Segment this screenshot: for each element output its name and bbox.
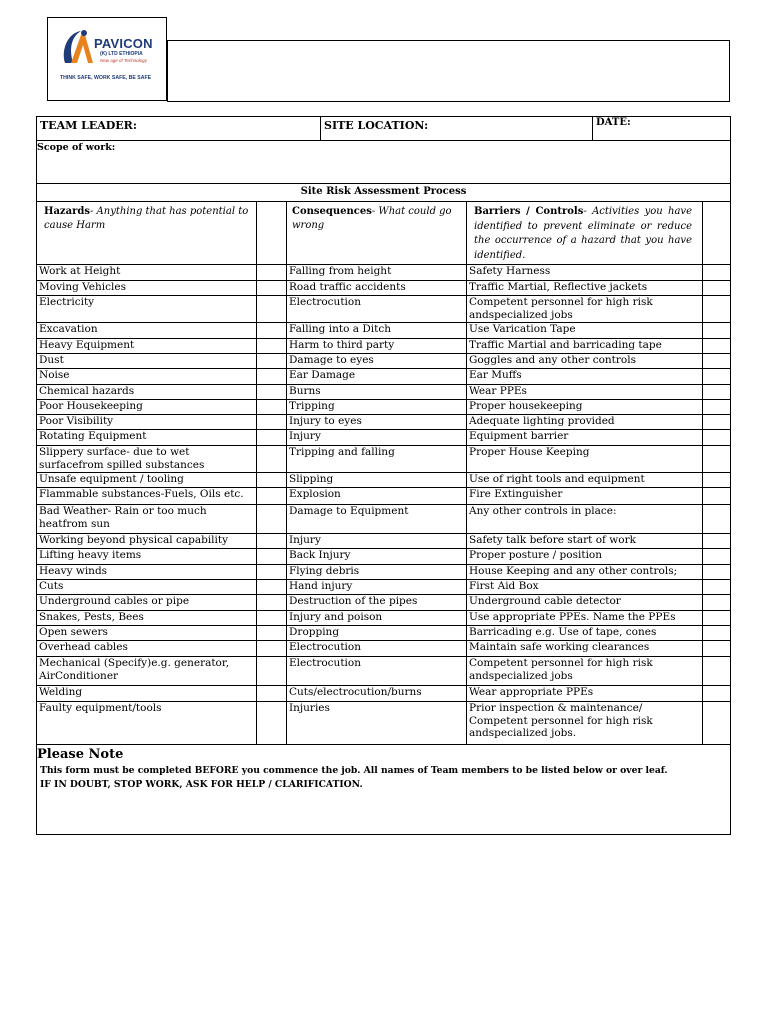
consequence-cell: Electrocution <box>289 641 361 653</box>
consequence-cell: Falling from height <box>289 265 392 277</box>
consequence-cell: Dropping <box>289 626 340 638</box>
divider <box>36 140 731 141</box>
control-cell: Any other controls in place: <box>469 505 617 517</box>
divider <box>36 183 731 184</box>
consequence-cell: Road traffic accidents <box>289 281 406 293</box>
control-cell: Equipment barrier <box>469 430 569 442</box>
consequence-cell: Electrocution <box>289 657 361 669</box>
hazard-cell: Rotating Equipment <box>39 430 147 442</box>
hazard-cell: Poor Visibility <box>39 415 114 427</box>
control-cell: Prior inspection & maintenance/ Competent personnel for high risk andspecialized jobs. <box>469 702 653 739</box>
please-note-text: This form must be completed BEFORE you commence the job. All names of Team members to be listed below or over leaf. <box>40 765 668 776</box>
hazard-cell: Cuts <box>39 580 64 592</box>
consequence-cell: Cuts/electrocution/burns <box>289 686 422 698</box>
control-cell: Barricading e.g. Use of tape, cones <box>469 626 657 638</box>
hazard-cell: Bad Weather- Rain or too much heatfrom sun <box>39 505 207 530</box>
divider <box>592 116 593 140</box>
control-cell: Competent personnel for high risk andspecialized jobs <box>469 296 653 321</box>
consequence-cell: Injury <box>289 430 321 442</box>
hazards-column-header <box>44 205 250 233</box>
hazard-cell: Mechanical (Specify)e.g. generator, AirConditioner <box>39 657 230 682</box>
consequence-cell: Explosion <box>289 488 341 500</box>
consequence-cell: Slipping <box>289 473 334 485</box>
consequence-cell: Tripping and falling <box>289 446 395 458</box>
hazard-cell: Work at Height <box>39 265 121 277</box>
hazard-cell: Noise <box>39 369 70 381</box>
team-leader-label: TEAM LEADER: <box>40 119 137 132</box>
control-cell: Goggles and any other controls <box>469 354 636 366</box>
control-cell: Traffic Martial, Reflective jackets <box>469 281 648 293</box>
hazard-cell: Dust <box>39 354 64 366</box>
consequence-cell: Damage to Equipment <box>289 505 409 517</box>
consequences-header-desc: - What could go wrong <box>292 206 452 231</box>
control-cell: First Aid Box <box>469 580 539 592</box>
barriers-column-header <box>474 205 692 263</box>
control-cell: Proper posture / position <box>469 549 603 561</box>
control-cell: Safety Harness <box>469 265 551 277</box>
control-cell: Competent personnel for high risk andspecialized jobs <box>469 657 653 682</box>
consequence-cell: Injury <box>289 534 321 546</box>
control-cell: Use appropriate PPEs. Name the PPEs <box>469 611 676 623</box>
control-cell: Maintain safe working clearances <box>469 641 650 653</box>
hazard-cell: Faulty equipment/tools <box>39 702 162 714</box>
hazard-cell: Working beyond physical capability <box>39 534 229 546</box>
consequence-cell: Ear Damage <box>289 369 356 381</box>
site-location-label: SITE LOCATION: <box>324 119 429 132</box>
hazard-cell: Moving Vehicles <box>39 281 126 293</box>
barriers-header-bold: Barriers / Controls <box>474 206 584 217</box>
control-cell: Proper housekeeping <box>469 400 583 412</box>
consequence-cell: Tripping <box>289 400 335 412</box>
please-note-title: Please Note <box>37 747 124 762</box>
hazard-cell: Poor Housekeeping <box>39 400 143 412</box>
consequence-cell: Electrocution <box>289 296 361 308</box>
hazard-cell: Excavation <box>39 323 98 335</box>
control-cell: Traffic Martial and barricading tape <box>469 339 662 351</box>
consequence-cell: Destruction of the pipes <box>289 595 418 607</box>
hazards-header-bold: Hazards <box>44 206 90 217</box>
please-note-warning: IF IN DOUBT, STOP WORK, ASK FOR HELP / CLARIFICATION. <box>40 779 363 790</box>
hazard-cell: Flammable substances-Fuels, Oils etc. <box>39 488 244 500</box>
hazard-cell: Lifting heavy items <box>39 549 142 561</box>
control-cell: Wear appropriate PPEs <box>469 686 594 698</box>
process-title: Site Risk Assessment Process <box>300 186 467 197</box>
consequences-column-header <box>292 205 457 233</box>
consequence-cell: Injuries <box>289 702 330 714</box>
brand-slogan: THINK SAFE, WORK SAFE, BE SAFE <box>60 75 152 81</box>
control-cell: Underground cable detector <box>469 595 621 607</box>
title-box <box>167 40 730 102</box>
consequence-cell: Back Injury <box>289 549 351 561</box>
control-cell: Safety talk before start of work <box>469 534 636 546</box>
hazard-cell: Welding <box>39 686 83 698</box>
hazards-header-desc: - Anything that has potential to cause Harm <box>44 206 249 231</box>
brand-tagline: New age of Technology <box>100 58 147 63</box>
consequences-header-bold: Consequences <box>292 206 372 217</box>
hazard-cell: Heavy winds <box>39 565 108 577</box>
hazard-cell: Unsafe equipment / tooling <box>39 473 184 485</box>
hazard-cell: Overhead cables <box>39 641 128 653</box>
pavicon-logo-icon <box>59 27 95 71</box>
control-cell: Ear Muffs <box>469 369 522 381</box>
consequence-cell: Injury and poison <box>289 611 383 623</box>
hazard-cell: Snakes, Pests, Bees <box>39 611 144 623</box>
divider <box>36 201 731 202</box>
consequence-cell: Harm to third party <box>289 339 395 351</box>
divider <box>320 116 321 140</box>
control-cell: Proper House Keeping <box>469 446 590 458</box>
hazard-cell: Heavy Equipment <box>39 339 135 351</box>
control-cell: Wear PPEs <box>469 385 527 397</box>
control-cell: House Keeping and any other controls; <box>469 565 678 577</box>
divider <box>36 744 731 745</box>
hazard-cell: Electricity <box>39 296 95 308</box>
hazard-cell: Underground cables or pipe <box>39 595 190 607</box>
consequence-cell: Burns <box>289 385 321 397</box>
brand-subname: (K) LTD ETHIOPIA <box>100 51 143 57</box>
consequence-cell: Injury to eyes <box>289 415 362 427</box>
brand-name: PAVICON <box>94 36 153 51</box>
consequence-cell: Falling into a Ditch <box>289 323 391 335</box>
control-cell: Fire Extinguisher <box>469 488 563 500</box>
date-label: DATE: <box>596 117 631 128</box>
hazard-cell: Chemical hazards <box>39 385 135 397</box>
consequence-cell: Flying debris <box>289 565 360 577</box>
control-cell: Adequate lighting provided <box>469 415 615 427</box>
scope-of-work-label: Scope of work: <box>37 142 116 153</box>
consequence-cell: Hand injury <box>289 580 353 592</box>
hazard-cell: Open sewers <box>39 626 108 638</box>
control-cell: Use of right tools and equipment <box>469 473 645 485</box>
hazard-cell: Slippery surface- due to wet surfacefrom spilled substances <box>39 446 205 471</box>
consequence-cell: Damage to eyes <box>289 354 374 366</box>
control-cell: Use Varication Tape <box>469 323 576 335</box>
barriers-header-desc: - Activities you have identified to prevent eliminate or reduce the occurrence of a hazard that you have identified. <box>474 206 692 261</box>
